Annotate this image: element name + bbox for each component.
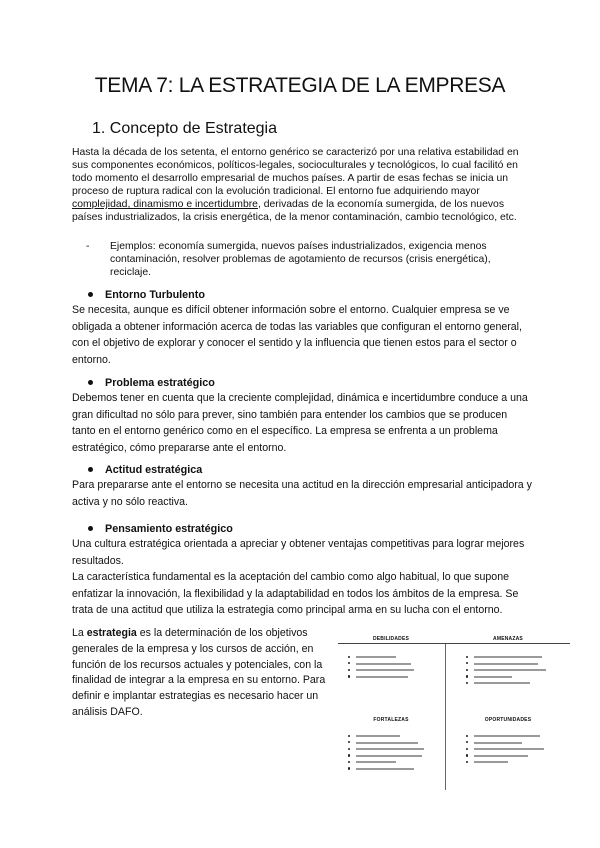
bullet-icon [88, 526, 93, 531]
dafo-label-fortalezas: FORTALEZAS [373, 717, 409, 723]
dafo-label-debilidades: DEBILIDADES [372, 636, 410, 642]
page-title: TEMA 7: LA ESTRATEGIA DE LA EMPRESA [94, 74, 506, 97]
section-title: 1. Concepto de Estrategia [92, 120, 278, 137]
dafo-matrix-image [336, 630, 572, 790]
intro-paragraph [72, 146, 532, 224]
example-text: Ejemplos: economía sumergida, nuevos países industrializados, exigencia menos contaminación, resolver problemas de agotamiento de recursos (crisis energética), reciclaje. [110, 241, 491, 278]
definition-bold-term: estrategia [86, 627, 137, 639]
paragraph-problema-estrategico: Debemos tener en cuenta que la creciente complejidad, dinámica e incertidumbre conduce a una gran dificultad no sólo para prever, sino también para entender los cambios que se producen tanto en el entorno genérico como en el específico. La empresa se enfrenta a un problema estratégico, cómo prepararse ante el entorno. [72, 392, 528, 454]
example-list-item [86, 240, 522, 279]
list-dash: - [86, 241, 90, 252]
bullet-icon [88, 380, 93, 385]
dafo-label-amenazas: AMENAZAS [493, 636, 523, 642]
heading-actitud-estrategica: Actitud estratégica [88, 464, 202, 476]
paragraph-pensamiento-estrategico-2: La característica fundamental es la aceptación del cambio como algo habitual, lo que supone enfatizar la innovación, la flexibilidad y la adaptabilidad en todos los ámbitos de la empresa. Se trata de una actitud que utiliza la estrategia como principal arma en su lucha con el entorno. [72, 571, 519, 616]
intro-text-start: Hasta la década de los setenta, el entorno genérico se caracterizó por una relativa estabilidad en sus componentes económicos, políticos-legales, socioculturales y tecnológicos, lo cual facilitó en todo momento el desarrollo empresarial de muchos países. A partir de esas fechas se inicia un proceso de ruptura radical con la evolución tradicional. El entorno fue adquiriendo mayor [72, 147, 519, 197]
heading-pensamiento-estrategico: Pensamiento estratégico [88, 523, 233, 535]
intro-text-end: , derivadas de la economía sumergida, de los nuevos países industrializados, la crisis energética, de la menor contaminación, cambio tecnológico, etc. [72, 199, 517, 223]
bullet-icon [88, 467, 93, 472]
intro-underlined-text: complejidad, dinamismo e incertidumbre [72, 199, 258, 210]
dafo-label-oportunidades: OPORTUNIDADES [484, 717, 532, 723]
dafo-top-rule [338, 643, 570, 644]
bullet-icon [88, 292, 93, 297]
paragraph-entorno-turbulento: Se necesita, aunque es difícil obtener información sobre el entorno. Cualquier empresa se ve obligada a obtener información acerca de todas las variables que configuran el entorno general, con el objetivo de explorar y conocer el sentido y la influencia que tienen estos para el sector o entorno. [72, 304, 522, 366]
heading-problema-estrategico: Problema estratégico [88, 377, 215, 389]
paragraph-actitud-estrategica: Para prepararse ante el entorno se necesita una actitud en la dirección empresarial anticipadora y activa y no sólo reactiva. [72, 479, 532, 508]
dafo-divider [445, 644, 446, 790]
definition-paragraph: La estrategia es la determinación de los objetivos generales de la empresa y los cursos de acción, en función de los recursos actuales y potenciales, con la finalidad de integrar a la empresa en su entorno. Para definir e implantar estrategias es necesario hacer un análisis DAFO. [72, 627, 326, 718]
paragraph-pensamiento-estrategico: Una cultura estratégica orientada a apreciar y obtener ventajas competitivas para lograr mejores resultados. [72, 538, 525, 567]
heading-entorno-turbulento: Entorno Turbulento [88, 289, 205, 301]
